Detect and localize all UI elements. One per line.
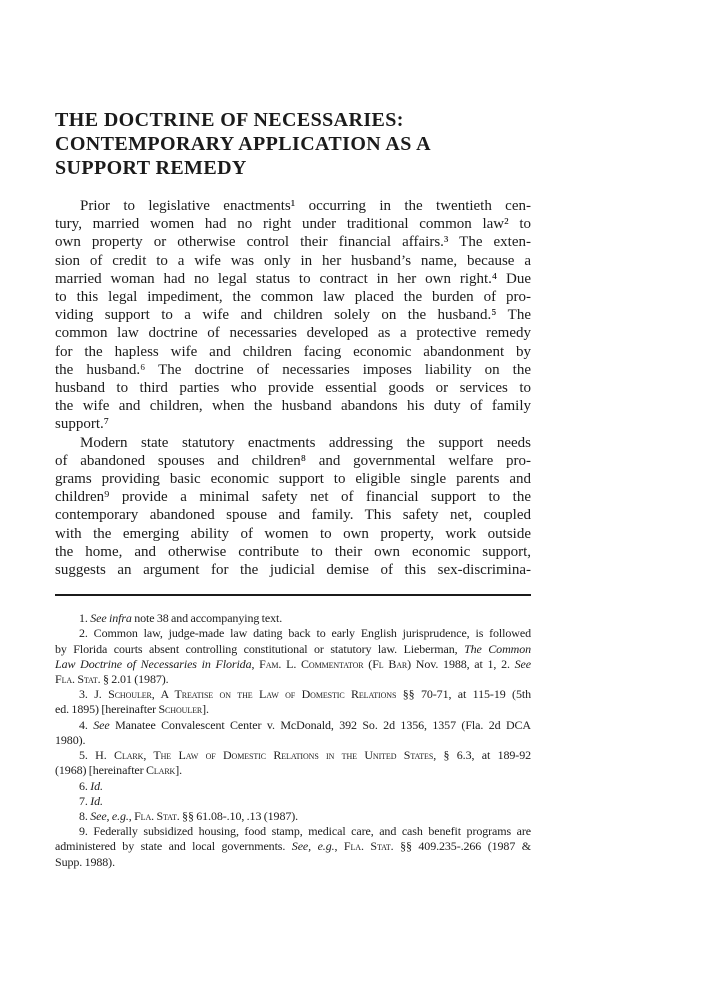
footnote-line: 3. J. Schouler, A Treatise on the Law of Domestic Relations §§ 70-71, at 115-19 (5th [79,687,531,702]
text-line: husband to third parties who provide essential goods or services to [55,380,531,397]
text-line: support.⁷ [55,416,109,433]
footnote [55,824,531,870]
footnote-line: Law Doctrine of Necessaries in Florida, Fam. L. Commentator (Fl Bar) Nov. 1988, at 1, 2. See [55,656,532,671]
footnote-separator [55,594,531,596]
text-column [55,0,531,870]
footnote-line: 8. See, e.g., Fla. Stat. §§ 61.08-.10, .13 (1987). [79,808,299,823]
text-line: grams providing basic economic support to eligible single parents and [55,471,531,488]
text-line: Modern state statutory enactments addressing the support needs [80,434,531,451]
article-title-line: THE DOCTRINE OF NECESSARIES: [55,109,404,131]
footnote-line: (1968) [hereinafter Clark]. [55,763,183,778]
text-line: the wife and children, when the husband abandons his duty of family [55,398,531,415]
text-line: married woman had no legal status to contract in her own right.⁴ Due [55,270,531,287]
footnote [55,687,531,717]
footnote [55,748,531,778]
text-line: viding support to a wife and children solely on the husband.⁵ The [55,307,531,324]
text-line: to this legal impediment, the common law placed the burden of pro- [55,289,531,306]
article-body [55,197,531,579]
text-line: with the emerging ability of women to own property, work outside [55,525,531,542]
footnote-line: 7. Id. [79,793,103,808]
footnote-line: 6. Id. [79,778,103,793]
article-title-line: SUPPORT REMEDY [55,157,247,179]
footnote [55,779,531,794]
footnote [55,626,531,687]
text-line: the husband.⁶ The doctrine of necessaries imposes liability on the [55,361,531,378]
footnote-line: by Florida courts absent controlling constitutional or statutory law. Lieberman, The Common [55,641,531,656]
footnote [55,809,531,824]
footnote-line: Fla. Stat. § 2.01 (1987). [55,672,169,687]
text-line: contemporary abandoned spouse and family. This safety net, coupled [55,507,531,524]
footnote-line: 4. See Manatee Convalescent Center v. McDonald, 392 So. 2d 1356, 1357 (Fla. 2d DCA [79,717,532,732]
footnote [55,794,531,809]
footnote-line: Supp. 1988). [55,854,115,869]
text-line: children⁹ provide a minimal safety net of financial support to the [55,489,531,506]
text-line: own property or otherwise control their financial affairs.³ The exten- [55,234,531,251]
footnote-line: 1. See infra note 38 and accompanying text. [79,611,283,626]
footnote-line: administered by state and local governments. See, e.g., Fla. Stat. §§ 409.235-.266 (1987 & [55,839,531,854]
text-line: the home, and otherwise contribute to their own economic support, [55,543,531,560]
text-line: suggests an argument for the judicial demise of this sex-discrimina- [55,562,531,579]
footnote-line: 9. Federally subsidized housing, food stamp, medical care, and cash benefit programs are [79,824,531,839]
footnote-line: 2. Common law, judge-made law dating back to early English jurisprudence, is followed [79,626,531,641]
text-line: of abandoned spouses and children⁸ and governmental welfare pro- [55,452,531,469]
text-line: common law doctrine of necessaries developed as a protective remedy [55,325,531,342]
text-line: sion of credit to a wife was only in her husband’s name, because a [55,252,531,269]
text-line: Prior to legislative enactments¹ occurring in the twentieth cen- [80,198,531,214]
body-paragraph [55,434,531,580]
footnotes-section [55,611,531,869]
text-line: for the hapless wife and children facing economic abandonment by [55,343,531,360]
footnote-line: 1980). [55,732,86,747]
footnote [55,611,531,626]
text-line: tury, married women had no right under traditional common law² to [55,216,531,233]
footnote-line: ed. 1895) [hereinafter Schouler]. [55,702,209,717]
article-title-line: CONTEMPORARY APPLICATION AS A [55,133,431,155]
footnote [55,718,531,748]
article-title [55,108,531,180]
footnote-line: 5. H. Clark, The Law of Domestic Relations in the United States, § 6.3, at 189-92 [79,748,531,763]
body-paragraph [55,197,531,434]
